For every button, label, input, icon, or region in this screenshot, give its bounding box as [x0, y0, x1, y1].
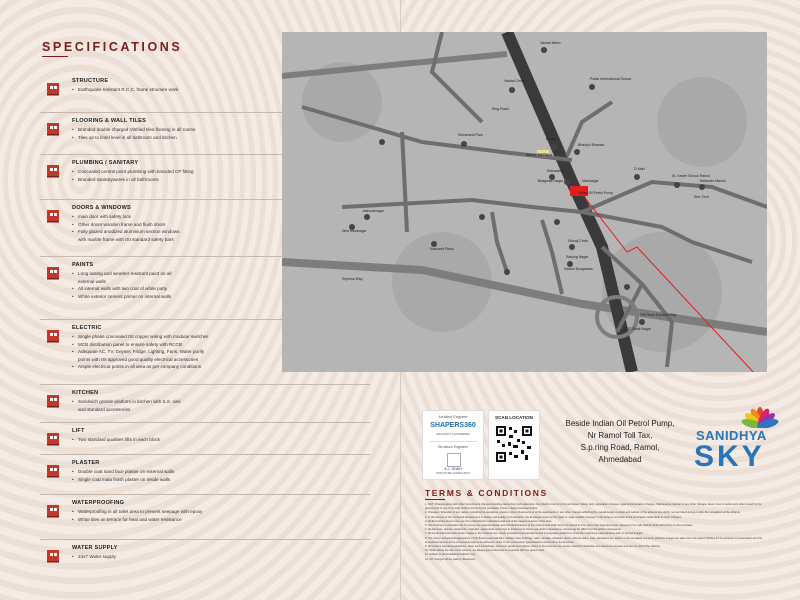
map-label: Mahadev Mandir	[700, 179, 727, 183]
map-label: Vastral Metro	[540, 41, 561, 45]
term-paragraph: 4. All dimensions shown here are from unfinished to unfinished wall and of the largest measure of the area.	[425, 519, 552, 523]
tap-icon	[44, 547, 62, 563]
map-label: Kankaria Plaza	[430, 247, 454, 251]
spec-heading: STRUCTURE	[72, 78, 109, 84]
map-label: St. Xavier School Ramol	[672, 174, 710, 178]
section-divider	[40, 539, 370, 540]
spec-item: • MCB distribution panel to ensure safety with RCCB	[72, 341, 372, 349]
address-line: Beside Indian Oil Petrol Pump,	[565, 419, 675, 428]
term-paragraph: 2. Changes / Alteration of any nature, including the elevations, exterior colour of elements or of the apartments or any other changes affecting the overall design concept and outlook of the scheme are strictly not permitted during or after the completion of the scheme.	[425, 511, 741, 515]
spec-items	[72, 553, 372, 561]
credit-divider	[429, 441, 477, 442]
structure-logo-icon	[447, 453, 461, 467]
spec-item: • main door with safety lock	[72, 213, 372, 221]
spec-item: • Branded double charged Vitrified tiles flooring in all rooms	[72, 126, 372, 134]
electric-icon	[44, 327, 62, 343]
structure-name: A.J. SHAH	[444, 467, 462, 471]
map-label: Maninagar	[582, 179, 599, 183]
waterproofing-icon	[44, 502, 62, 518]
engineer-credits	[422, 410, 484, 480]
spec-item: • Sandwich granite platform in kitchen with S.S. sink	[72, 398, 372, 406]
spec-item: • White tiles on terrace for heat and water resistance	[72, 516, 372, 524]
term-paragraph: 10. While taking the site of the scheme, we always give preference to negotiate with the government.	[425, 549, 545, 553]
spec-heading: PAINTS	[72, 262, 94, 268]
spec-heading: ELECTRIC	[72, 325, 102, 331]
spec-heading: PLASTER	[72, 460, 100, 466]
title-underline	[42, 56, 68, 57]
spec-items	[72, 508, 372, 523]
spec-item: • Earthquake resistant R.C.C. frame structure work	[72, 86, 372, 94]
scan-label: SCAN LOCATION	[495, 415, 533, 420]
term-paragraph: 7. All the architectural and interior images in the brochure are merely simulated representations and a composite graphics to show the customers understanding and not factual images.	[425, 532, 644, 536]
terms-underline	[425, 499, 445, 500]
section-divider	[40, 454, 370, 455]
map-label: Shivanand Park	[458, 133, 483, 137]
kitchen-icon	[44, 392, 62, 408]
spec-item: • Fully glazed anodized aluminium section windows	[72, 228, 372, 236]
term-paragraph: 12. 20* charges will be paid by developers	[425, 557, 476, 561]
spec-item: • Branded sanitarywares in all bathrooms	[72, 176, 372, 184]
spec-item: with marble frame with ISI standard safety bars	[78, 236, 174, 242]
terms-list	[425, 503, 775, 562]
map-label: Express Way	[342, 277, 363, 281]
scan-location-box[interactable]	[488, 410, 540, 480]
address-line: Nr Ramol Toll Tax,	[587, 431, 653, 440]
section-divider	[40, 384, 370, 385]
term-paragraph: 11. Subject to Ahmedabad jurisdiction only.	[425, 553, 476, 557]
term-paragraph: 8. The colour and general appearance of the flooring and wall tiles, sanitary ware & fittings, walls, carriage, windows, doors, internal stairs, lines, elevations etc. shown in the simulated computer graphics images are taken from the object libraries for the purpose of presentation and the exceptional layouts of the concerned projects as advised in order to the construction specifications mentioned in the brochure.	[425, 536, 763, 544]
term-paragraph: 3. In the interest of the continued development in design and quality of construction, the developer reserves the rights to make suitable changes in the scheme and each of the purchasers shall abide by such changes.	[425, 515, 682, 519]
spec-item: • Long lasting and weather resistant paint on all	[72, 270, 372, 278]
spec-heading: WATER SUPPLY	[72, 545, 118, 551]
architect-name: SHAPERS360	[430, 422, 476, 429]
spec-items	[72, 468, 372, 483]
terms-title: TERMS & CONDITIONS	[425, 488, 548, 498]
spec-items	[72, 436, 372, 444]
spec-heading: KITCHEN	[72, 390, 99, 396]
architect-sub: ARCHITECT & ENGINEERS	[436, 433, 470, 436]
spec-item: • All internal walls with two coat of white putty	[72, 285, 372, 293]
door-icon	[44, 207, 62, 223]
map-label: GSC Bank Nagar	[624, 327, 652, 331]
address-line: S.p.ring Road, Ramol,	[580, 443, 660, 452]
spec-heading: PLUMBING / SANITARY	[72, 160, 139, 166]
map-label: Ring Road	[492, 107, 509, 111]
spec-item: points with ISI approved good quality electrical accessories	[78, 356, 199, 362]
map-label: Kalash Bungalows	[564, 267, 593, 271]
map-label: Bhadiyo Bhansal	[578, 143, 605, 147]
spec-item: • 24x7 Water supply	[72, 553, 372, 561]
map-label: Vastral Circle	[504, 79, 525, 83]
spec-item: • Waterproofing in all toilet area to prevent seepage with epoxy	[72, 508, 372, 516]
map-label: Ramol Toll Plaza	[526, 153, 553, 157]
brand-logo	[696, 428, 767, 471]
qr-code-icon[interactable]	[495, 425, 533, 463]
spec-heading: FLOORING & WALL TILES	[72, 118, 147, 124]
map-label: D-Mart	[634, 167, 645, 171]
architect-label: Architect Engineer	[438, 415, 468, 419]
map-label: Sahyog Nagar	[566, 255, 589, 259]
spec-heading: DOORS & WINDOWS	[72, 205, 131, 211]
map-label: Bhagwati Nagar	[538, 179, 563, 183]
plaster-icon	[44, 462, 62, 478]
plumbing-icon	[44, 162, 62, 178]
map-label: Toll Plaza Express Way	[640, 313, 677, 317]
spec-item: • Tiles up to lintel level in all bathroom and kitchen	[72, 134, 372, 142]
brand-name-line1: SANIDHYA	[696, 428, 767, 443]
location-map[interactable]	[282, 32, 767, 372]
spec-heading: LIFT	[72, 428, 85, 434]
map-label: Ratnadeep	[547, 169, 565, 173]
map-label: Indian Oil Petrol Pump	[578, 191, 614, 195]
spec-item: • Single phase concealed ISI copper wiring with modular switches	[72, 333, 372, 341]
paint-icon	[44, 264, 62, 280]
term-paragraph: 5. The brochure is intended only to convey the essential design and technical features of the scheme and shall not be construed to form part of the legal document. Agreement for sale shall be final and binding to the purchaser.	[425, 524, 694, 528]
lift-icon	[44, 430, 62, 446]
map-label: Jashodanagar	[362, 209, 385, 213]
spec-item: • Two standard qualities lifts in each block	[72, 436, 372, 444]
map-svg	[282, 32, 767, 372]
map-label: Ramol	[546, 137, 557, 141]
structure-icon	[44, 80, 62, 96]
section-divider	[40, 422, 370, 423]
spec-item: • Ample electrical points in all area as per company conditions	[72, 363, 372, 371]
spec-item: • Single coat mala finish plaster on inside walls	[72, 476, 372, 484]
spec-item: • Double coat sand face plaster on external walls	[72, 468, 372, 476]
spec-item: external walls	[78, 278, 106, 284]
spec-item: and standard accessories	[78, 406, 131, 412]
brand-name-line2: SKY	[694, 440, 765, 473]
specifications-title: SPECIFICATIONS	[42, 40, 183, 54]
structure-sub: STRUCTURE CONSULTANT	[436, 472, 470, 475]
tiles-icon	[44, 120, 62, 136]
brand-logo-icon	[735, 388, 785, 428]
spec-item: • Concealed central point plumbing with branded CP fitting	[72, 168, 372, 176]
project-address	[545, 418, 695, 466]
term-paragraph: 9. All furniture including appliances, other such furnishings, electronic goods and objects shown in the brochure are merely meant for illustrative and reference purpose and are not part of the offering.	[425, 545, 661, 549]
map-label: Shiv Tech	[694, 195, 710, 199]
spec-item: • Adequate AC, TV, Geyser, Fridge, Lighting, Fans, Water purify	[72, 348, 372, 356]
term-paragraph: 1. GST, Charges along with other Government charges including stamp duty and registration cost shall be borne by the purchaser. Stamp duty, registration charges, legal documentation charges, Maintenance deposit or any other charges, taxes, cess or levies as & when levied by the government or any of its body shall be borne by the purchaser. Future / legal processes further.	[425, 503, 762, 511]
structure-label: Structure Engineer	[438, 445, 468, 449]
spec-heading: WATERPROOFING	[72, 500, 125, 506]
address-line: Ahmedabad	[598, 455, 642, 464]
term-paragraph: 6. All elements, objects, treatments, materials, equipments and props in all elements shown are artist's impressions. Actual may be differ from the artist's impressions.	[425, 528, 622, 532]
map-label: Podar International School	[590, 77, 632, 81]
spec-item: • Other doors wooden frame and flush doors	[72, 221, 372, 229]
map-label: New Maninagar	[342, 229, 367, 233]
section-divider	[40, 494, 370, 495]
spec-item: • White exterior cement primer on internal walls	[72, 293, 372, 301]
map-label: Shivaji Circle	[568, 239, 589, 243]
spec-items	[72, 398, 372, 413]
